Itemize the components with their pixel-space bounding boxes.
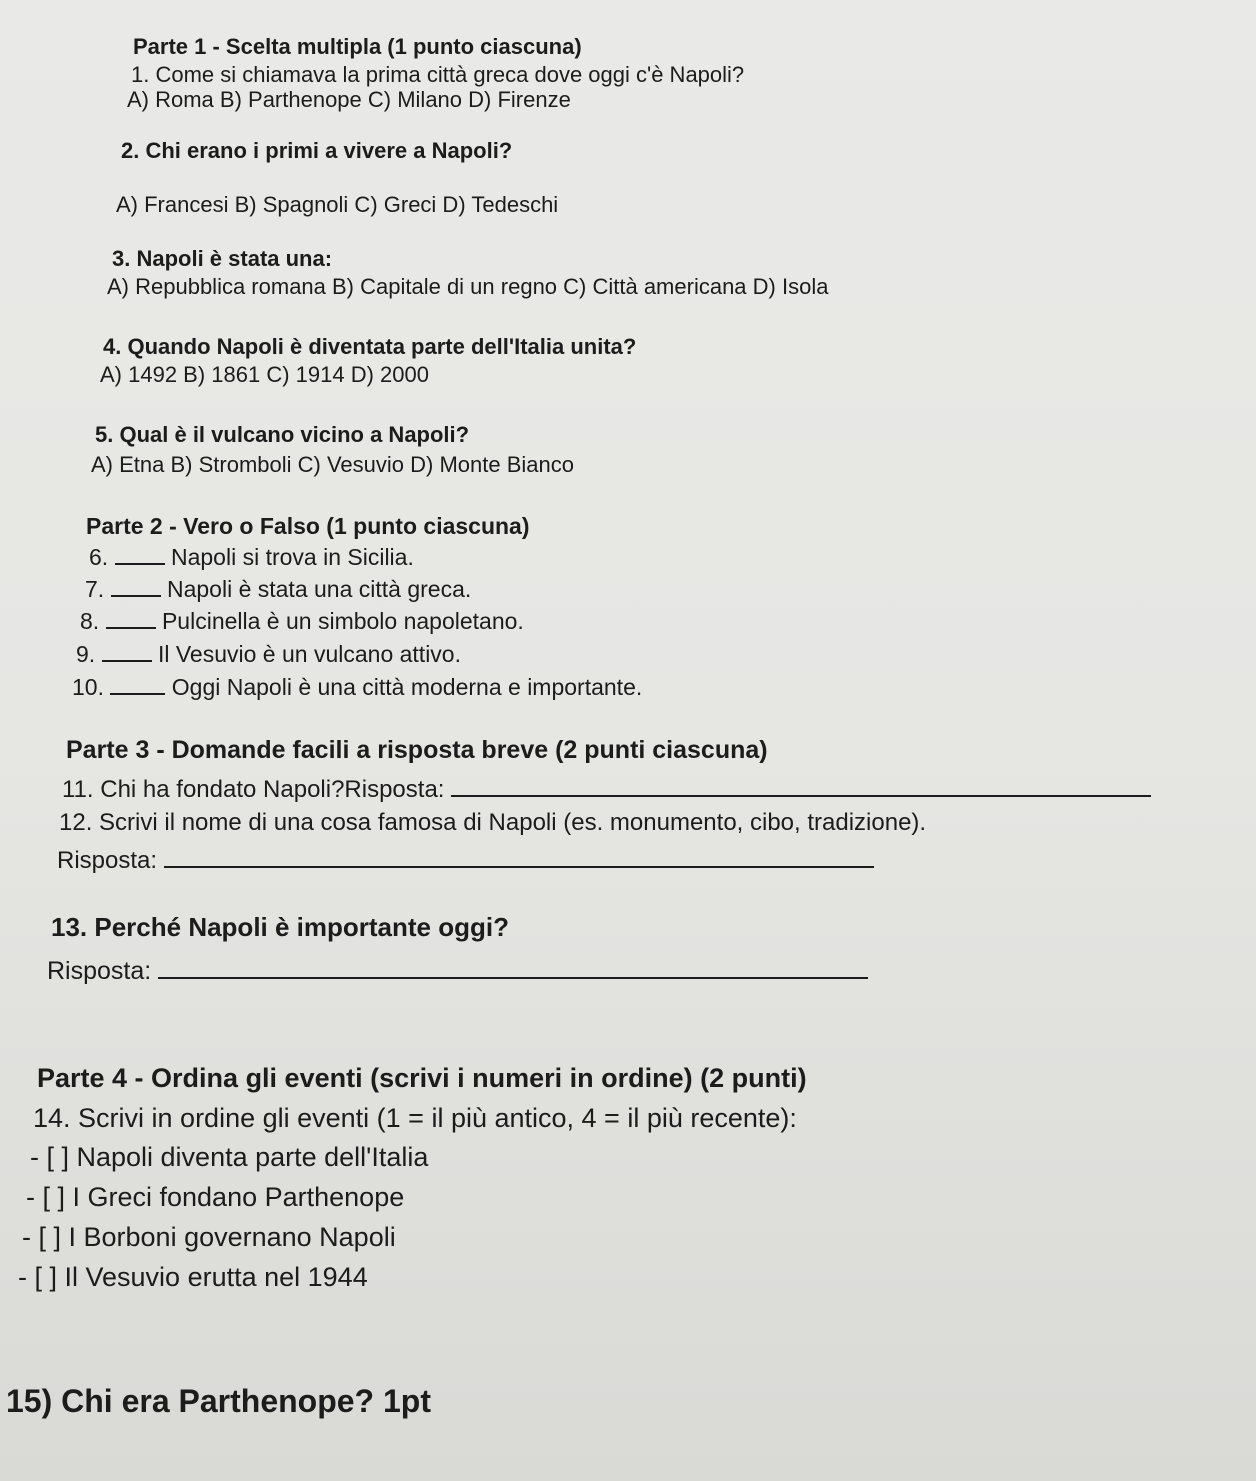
true-false-item-10 (72, 676, 642, 699)
question-2-options: A) Francesi B) Spagnoli C) Greci D) Tedeschi (116, 192, 559, 217)
event-item-1[interactable]: - [ ] Napoli diventa parte dell'Italia (30, 1142, 429, 1172)
event-item-2[interactable]: - [ ] I Greci fondano Parthenope (26, 1182, 405, 1212)
answer-blank[interactable] (102, 660, 152, 662)
true-false-item-6 (89, 546, 414, 569)
question-13: 13. Perché Napoli è importante oggi? (51, 912, 509, 942)
event-item-3[interactable]: - [ ] I Borboni governano Napoli (22, 1222, 396, 1252)
event-item-4[interactable]: - [ ] Il Vesuvio erutta nel 1944 (18, 1262, 368, 1292)
answer-blank[interactable] (106, 627, 156, 629)
question-3: 3. Napoli è stata una: (112, 246, 333, 271)
question-12-answer: Risposta: (57, 849, 874, 873)
item-number: 7. (85, 576, 105, 602)
question-13-answer: Risposta: (47, 959, 868, 984)
part3-heading: Parte 3 - Domande facili a risposta breve (2 punti ciascuna) (66, 736, 768, 764)
question-5: 5. Qual è il vulcano vicino a Napoli? (95, 422, 470, 447)
item-text: Napoli si trova in Sicilia. (170, 544, 414, 570)
question-15: 15) Chi era Parthenope? 1pt (6, 1383, 431, 1419)
answer-blank[interactable] (111, 595, 161, 597)
part4-heading: Parte 4 - Ordina gli eventi (scrivi i numeri in ordine) (2 punti) (37, 1063, 807, 1093)
part2-heading: Parte 2 - Vero o Falso (1 punto ciascuna) (86, 513, 530, 539)
item-text: Oggi Napoli è una città moderna e importante. (171, 674, 643, 700)
item-text: Napoli è stata una città greca. (166, 576, 472, 602)
true-false-item-8 (80, 610, 524, 633)
answer-line-11[interactable] (451, 795, 1151, 797)
true-false-item-9 (76, 643, 461, 666)
question-3-options: A) Repubblica romana B) Capitale di un regno C) Città americana D) Isola (107, 274, 829, 299)
question-4-options: A) 1492 B) 1861 C) 1914 D) 2000 (100, 362, 429, 387)
answer-line-12[interactable] (164, 866, 874, 868)
question-5-options: A) Etna B) Stromboli C) Vesuvio D) Monte Bianco (91, 452, 574, 477)
question-11: 11. Chi ha fondato Napoli?Risposta: (62, 778, 1151, 802)
question-12: 12. Scrivi il nome di una cosa famosa di Napoli (es. monumento, cibo, tradizione). (59, 809, 927, 836)
item-text: Pulcinella è un simbolo napoletano. (161, 608, 524, 634)
item-number: 6. (89, 544, 109, 570)
part1-heading: Parte 1 - Scelta multipla (1 punto ciascuna) (133, 34, 582, 59)
answer-blank[interactable] (110, 693, 165, 695)
answer-blank[interactable] (115, 563, 165, 565)
question-14: 14. Scrivi in ordine gli eventi (1 = il più antico, 4 = il più recente): (33, 1103, 797, 1133)
question-2: 2. Chi erano i primi a vivere a Napoli? (121, 138, 513, 163)
true-false-item-7 (85, 578, 471, 601)
question-1: 1. Come si chiamava la prima città greca dove oggi c'è Napoli? (131, 62, 745, 87)
item-number: 10. (72, 674, 104, 700)
question-4: 4. Quando Napoli è diventata parte dell'Italia unita? (103, 334, 637, 359)
answer-line-13[interactable] (158, 977, 868, 979)
item-number: 9. (76, 641, 96, 667)
question-1-options: A) Roma B) Parthenope C) Milano D) Firenze (127, 87, 571, 112)
item-number: 8. (80, 608, 100, 634)
item-text: Il Vesuvio è un vulcano attivo. (157, 641, 461, 667)
